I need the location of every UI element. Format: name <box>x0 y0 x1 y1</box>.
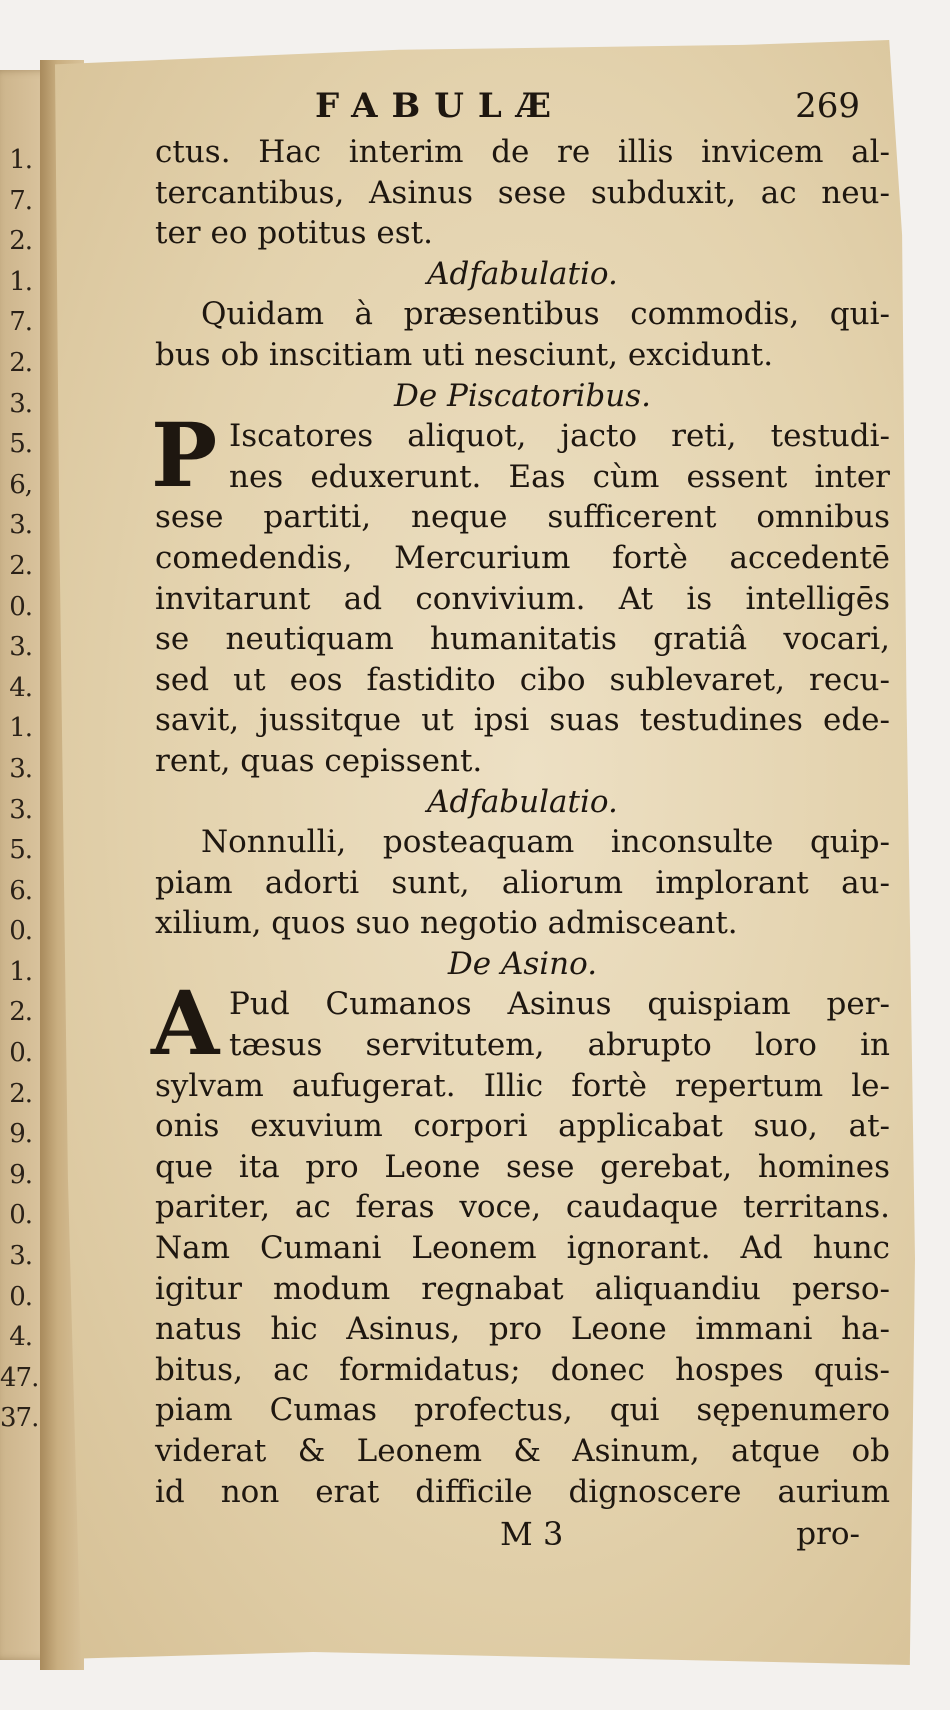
text-line: que ita pro Leone sese gerebat, homines <box>155 1148 890 1185</box>
drop-cap: A <box>151 971 220 1076</box>
page-number: 269 <box>795 86 860 126</box>
text-line: Nonnulli, posteaquam inconsulte quip- <box>201 824 890 861</box>
text-line: nes eduxerunt. Eas cùm essent inter <box>229 458 890 495</box>
text-line: Nam Cumani Leonem ignorant. Ad hunc <box>155 1230 890 1267</box>
text-line: viderat & Leonem & Asinum, atque ob <box>155 1433 890 1469</box>
page-footer <box>155 1514 890 1558</box>
text-line: xilium, quos suo negotio admisceant. <box>155 905 738 942</box>
text-line: id non erat difficile dignoscere aurium <box>155 1473 890 1510</box>
text-line: tæsus servitutem, abrupto loro in <box>229 1027 890 1064</box>
text-line: Iscatores aliquot, jacto reti, testudi- <box>229 418 890 455</box>
page-header <box>155 86 890 132</box>
text-line: tercantibus, Asinus sese subduxit, ac neu- <box>155 174 890 211</box>
page-text <box>151 86 890 1558</box>
text-line: savit, jussitque ut ipsi suas testudines ede- <box>155 702 890 739</box>
text-line: invitarunt ad convivium. At is intelligēs <box>155 580 890 617</box>
running-title: FABULÆ <box>315 86 565 126</box>
text-line: ctus. Hac interim de re illis invicem al- <box>155 134 890 170</box>
text-line: pariter, ac feras voce, caudaque territans. <box>155 1189 890 1226</box>
text-line: piam Cumas profectus, qui sępenumero <box>155 1392 890 1429</box>
text-line: bitus, ac formidatus; donec hospes quis- <box>155 1351 890 1388</box>
drop-cap: P <box>151 403 218 508</box>
moral-paragraph <box>155 294 890 375</box>
text-line: sed ut eos fastidito cibo sublevaret, recu- <box>155 661 890 698</box>
text-line: igitur modum regnabat aliquandiu perso- <box>155 1270 890 1307</box>
fable-paragraph <box>151 971 890 1512</box>
section-heading: Adfabulatio. <box>427 255 618 292</box>
text-line: natus hic Asinus, pro Leone immani ha- <box>155 1311 890 1348</box>
section-heading: De Asino. <box>447 945 598 982</box>
text-line: comedendis, Mercurium fortè accedentē <box>155 539 890 576</box>
catchword: pro- <box>796 1516 860 1553</box>
moral-paragraph <box>155 822 890 944</box>
fable-paragraph <box>151 403 890 781</box>
text-line: onis exuvium corpori applicabat suo, at- <box>155 1108 890 1145</box>
text-line: sese partiti, neque sufficerent omnibus <box>155 499 890 536</box>
section-heading: De Piscatoribus. <box>393 377 651 414</box>
intro-paragraph <box>155 132 890 254</box>
text-line: bus ob inscitiam uti nesciunt, excidunt. <box>155 336 774 373</box>
signature-mark: M 3 <box>500 1515 564 1554</box>
text-line: sylvam aufugerat. Illic fortè repertum le- <box>155 1067 890 1104</box>
text-line: Quidam à præsentibus commodis, qui- <box>201 296 890 333</box>
text-line: rent, quas cepissent. <box>155 742 483 779</box>
text-line: Pud Cumanos Asinus quispiam per- <box>229 986 890 1023</box>
facing-page-margin-numbers: 1. 7. 2. 1. 7. 2. 3. 5. 6, 3. 2. 0. 3. 4. 1. 3. 3. 5. 6. 0. 1. 2. 0. 2. 9. 9. 0. 3. 0. 4. 47. 37. <box>0 145 39 1434</box>
text-line: piam adorti sunt, aliorum implorant au- <box>155 864 890 901</box>
section-heading: Adfabulatio. <box>427 783 618 820</box>
text-line: se neutiquam humanitatis gratiâ vocari, <box>155 621 890 658</box>
text-line: ter eo potitus est. <box>155 215 433 252</box>
